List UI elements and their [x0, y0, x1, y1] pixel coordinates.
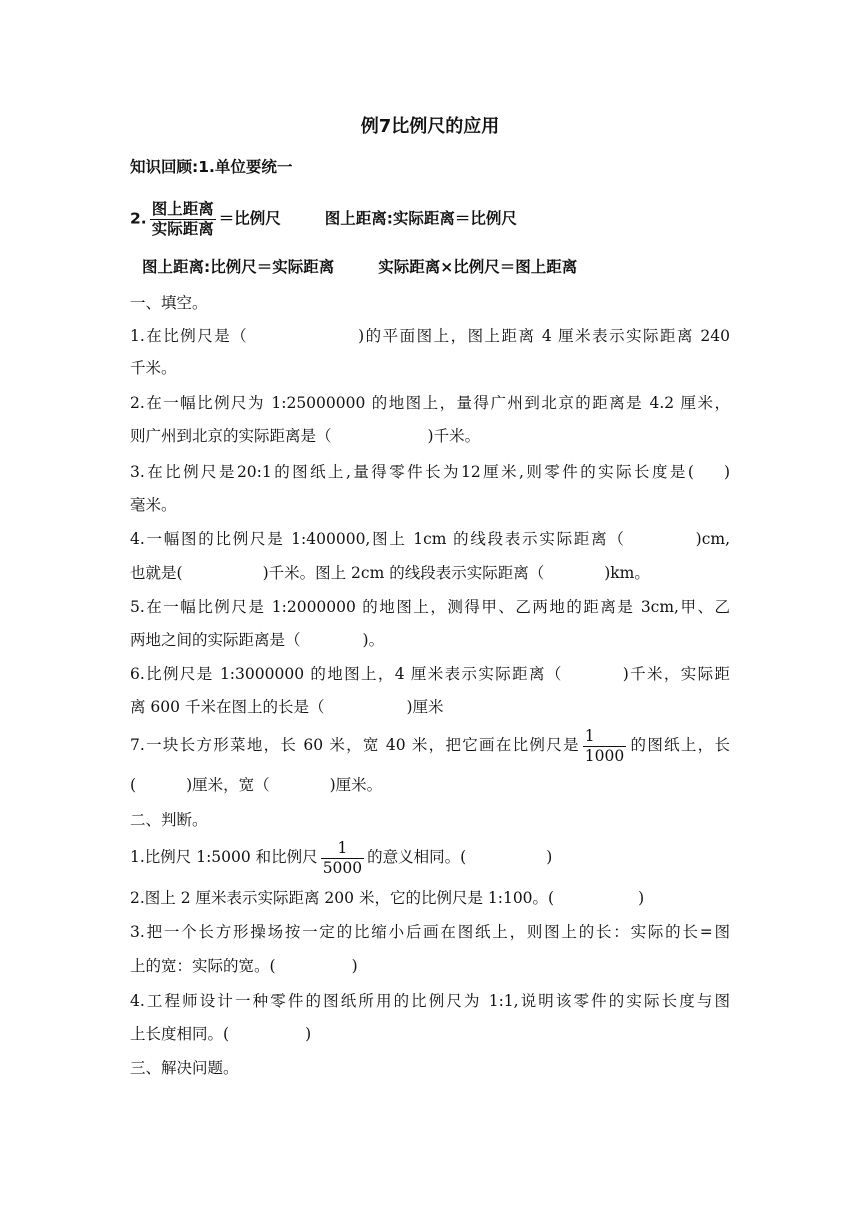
- judge-j4-line-1: 4.工程师设计一种零件的图纸所用的比例尺为 1:1,说明该零件的实际长度与图: [130, 992, 730, 1010]
- fill-q6-line-1: [130, 659, 730, 689]
- q7-denominator: 1000: [584, 746, 625, 765]
- q2-text-b: )千米。: [427, 427, 481, 445]
- q6-text-c: 离 600 千米在图上的长是（: [130, 698, 325, 716]
- q3-text-b: ): [723, 463, 730, 481]
- review-line-3: [142, 252, 742, 282]
- q7-text-a: 7.一块长方形菜地，长 60 米，宽 40 米，把它画在比例尺是: [130, 736, 580, 754]
- judge-j1: [130, 836, 730, 878]
- j1-denominator: 5000: [322, 858, 363, 877]
- j2-text-a: 2.图上 2 厘米表示实际距离 200 米，它的比例尺是 1:100。(: [130, 889, 555, 907]
- j3-text-b: ): [351, 957, 358, 975]
- q7-text-b: 的图纸上，长: [629, 736, 730, 754]
- q1-text-b: )的平面图上，图上距离 4 厘米表示实际距离 240: [358, 327, 730, 345]
- fill-q4-line-1: [130, 524, 730, 554]
- q1-text-a: 1.在比例尺是（: [130, 327, 249, 345]
- q7-numerator: 1: [583, 727, 626, 747]
- j1-text-c: ): [546, 848, 553, 866]
- fill-q6-line-2: [130, 692, 730, 722]
- q5-text-a: 两地之间的实际距离是（: [130, 631, 301, 649]
- q5-text-b: )。: [362, 631, 385, 649]
- formula-actual: 图上距离:比例尺＝实际距离: [142, 258, 335, 276]
- j1-fraction: [321, 839, 364, 878]
- q4-text-d: )千米。图上 2cm 的线段表示实际距离（: [262, 564, 545, 582]
- q6-text-b: )千米，实际距: [622, 665, 730, 683]
- q4-text-c: 也就是(: [130, 564, 183, 582]
- page-title: 例7比例尺的应用: [360, 116, 500, 137]
- fill-q3-line-1: [130, 457, 730, 487]
- fill-q1-line-2: 千米。: [130, 359, 177, 377]
- q4-text-b: )cm,: [695, 530, 730, 548]
- fill-q7-line-2: [130, 770, 730, 800]
- q7-text-e: )厘米。: [329, 776, 383, 794]
- fill-q4-line-2: [130, 558, 730, 588]
- formula-fraction: [150, 200, 216, 238]
- fill-q5-line-1: 5.在一幅比例尺是 1:2000000 的地图上，测得甲、乙两地的距离是 3cm,甲、乙: [130, 598, 730, 616]
- section-2-heading: 二、判断。: [130, 811, 208, 829]
- j3-text-a: 上的宽：实际的宽。(: [130, 957, 276, 975]
- fill-q3-line-2: 毫米。: [130, 496, 177, 514]
- q6-text-a: 6.比例尺是 1:3000000 的地图上，4 厘米表示实际距离（: [130, 665, 563, 683]
- j1-numerator: 1: [321, 839, 364, 859]
- review-line-1: 知识回顾:1.单位要统一: [130, 158, 293, 176]
- formula-ratio: 图上距离:实际距离＝比例尺: [324, 209, 517, 228]
- fill-q2-line-1: 2.在一幅比例尺为 1:25000000 的地图上，量得广州到北京的距离是 4.2 厘米，: [130, 394, 730, 412]
- review-formula-line: [130, 200, 730, 238]
- q7-fraction: [583, 727, 626, 766]
- j4-text-b: ): [305, 1025, 312, 1043]
- q2-text-a: 则广州到北京的实际距离是（: [130, 427, 332, 445]
- q6-text-d: )厘米: [406, 698, 444, 716]
- j1-text-a: 1.比例尺 1:5000 和比例尺: [130, 848, 318, 866]
- fill-q2-line-2: [130, 421, 730, 451]
- fill-q5-line-2: [130, 625, 730, 655]
- fill-q1-line-1: [130, 321, 730, 351]
- j2-text-b: ): [638, 889, 645, 907]
- q4-text-e: )km。: [604, 564, 650, 582]
- formula-prefix: 2.: [130, 209, 147, 228]
- q4-text-a: 4.一幅图的比例尺是 1:400000,图上 1cm 的线段表示实际距离（: [130, 530, 626, 548]
- section-1-heading: 一、填空。: [130, 294, 208, 312]
- j1-text-b: 的意义相同。(: [367, 848, 467, 866]
- formula-numerator: 图上距离: [151, 200, 214, 218]
- judge-j4-line-2: [130, 1019, 730, 1049]
- judge-j3-line-1: 3.把一个长方形操场按一定的比缩小后画在图纸上，则图上的长：实际的长=图: [130, 923, 730, 941]
- formula-suffix: ＝比例尺: [218, 209, 281, 228]
- j4-text-a: 上长度相同。(: [130, 1025, 230, 1043]
- judge-j3-line-2: [130, 951, 730, 981]
- q7-text-c: (: [130, 776, 137, 794]
- q7-text-d: )厘米，宽（: [186, 776, 270, 794]
- section-3-heading: 三、解决问题。: [130, 1059, 239, 1077]
- q3-text-a: 3.在比例尺是20:1的图纸上,量得零件长为12厘米,则零件的实际长度是(: [130, 463, 694, 481]
- formula-map: 实际距离×比例尺＝图上距离: [378, 258, 578, 276]
- formula-denominator: 实际距离: [151, 219, 214, 238]
- fill-q7-line-1: [130, 724, 730, 766]
- judge-j2: [130, 883, 730, 913]
